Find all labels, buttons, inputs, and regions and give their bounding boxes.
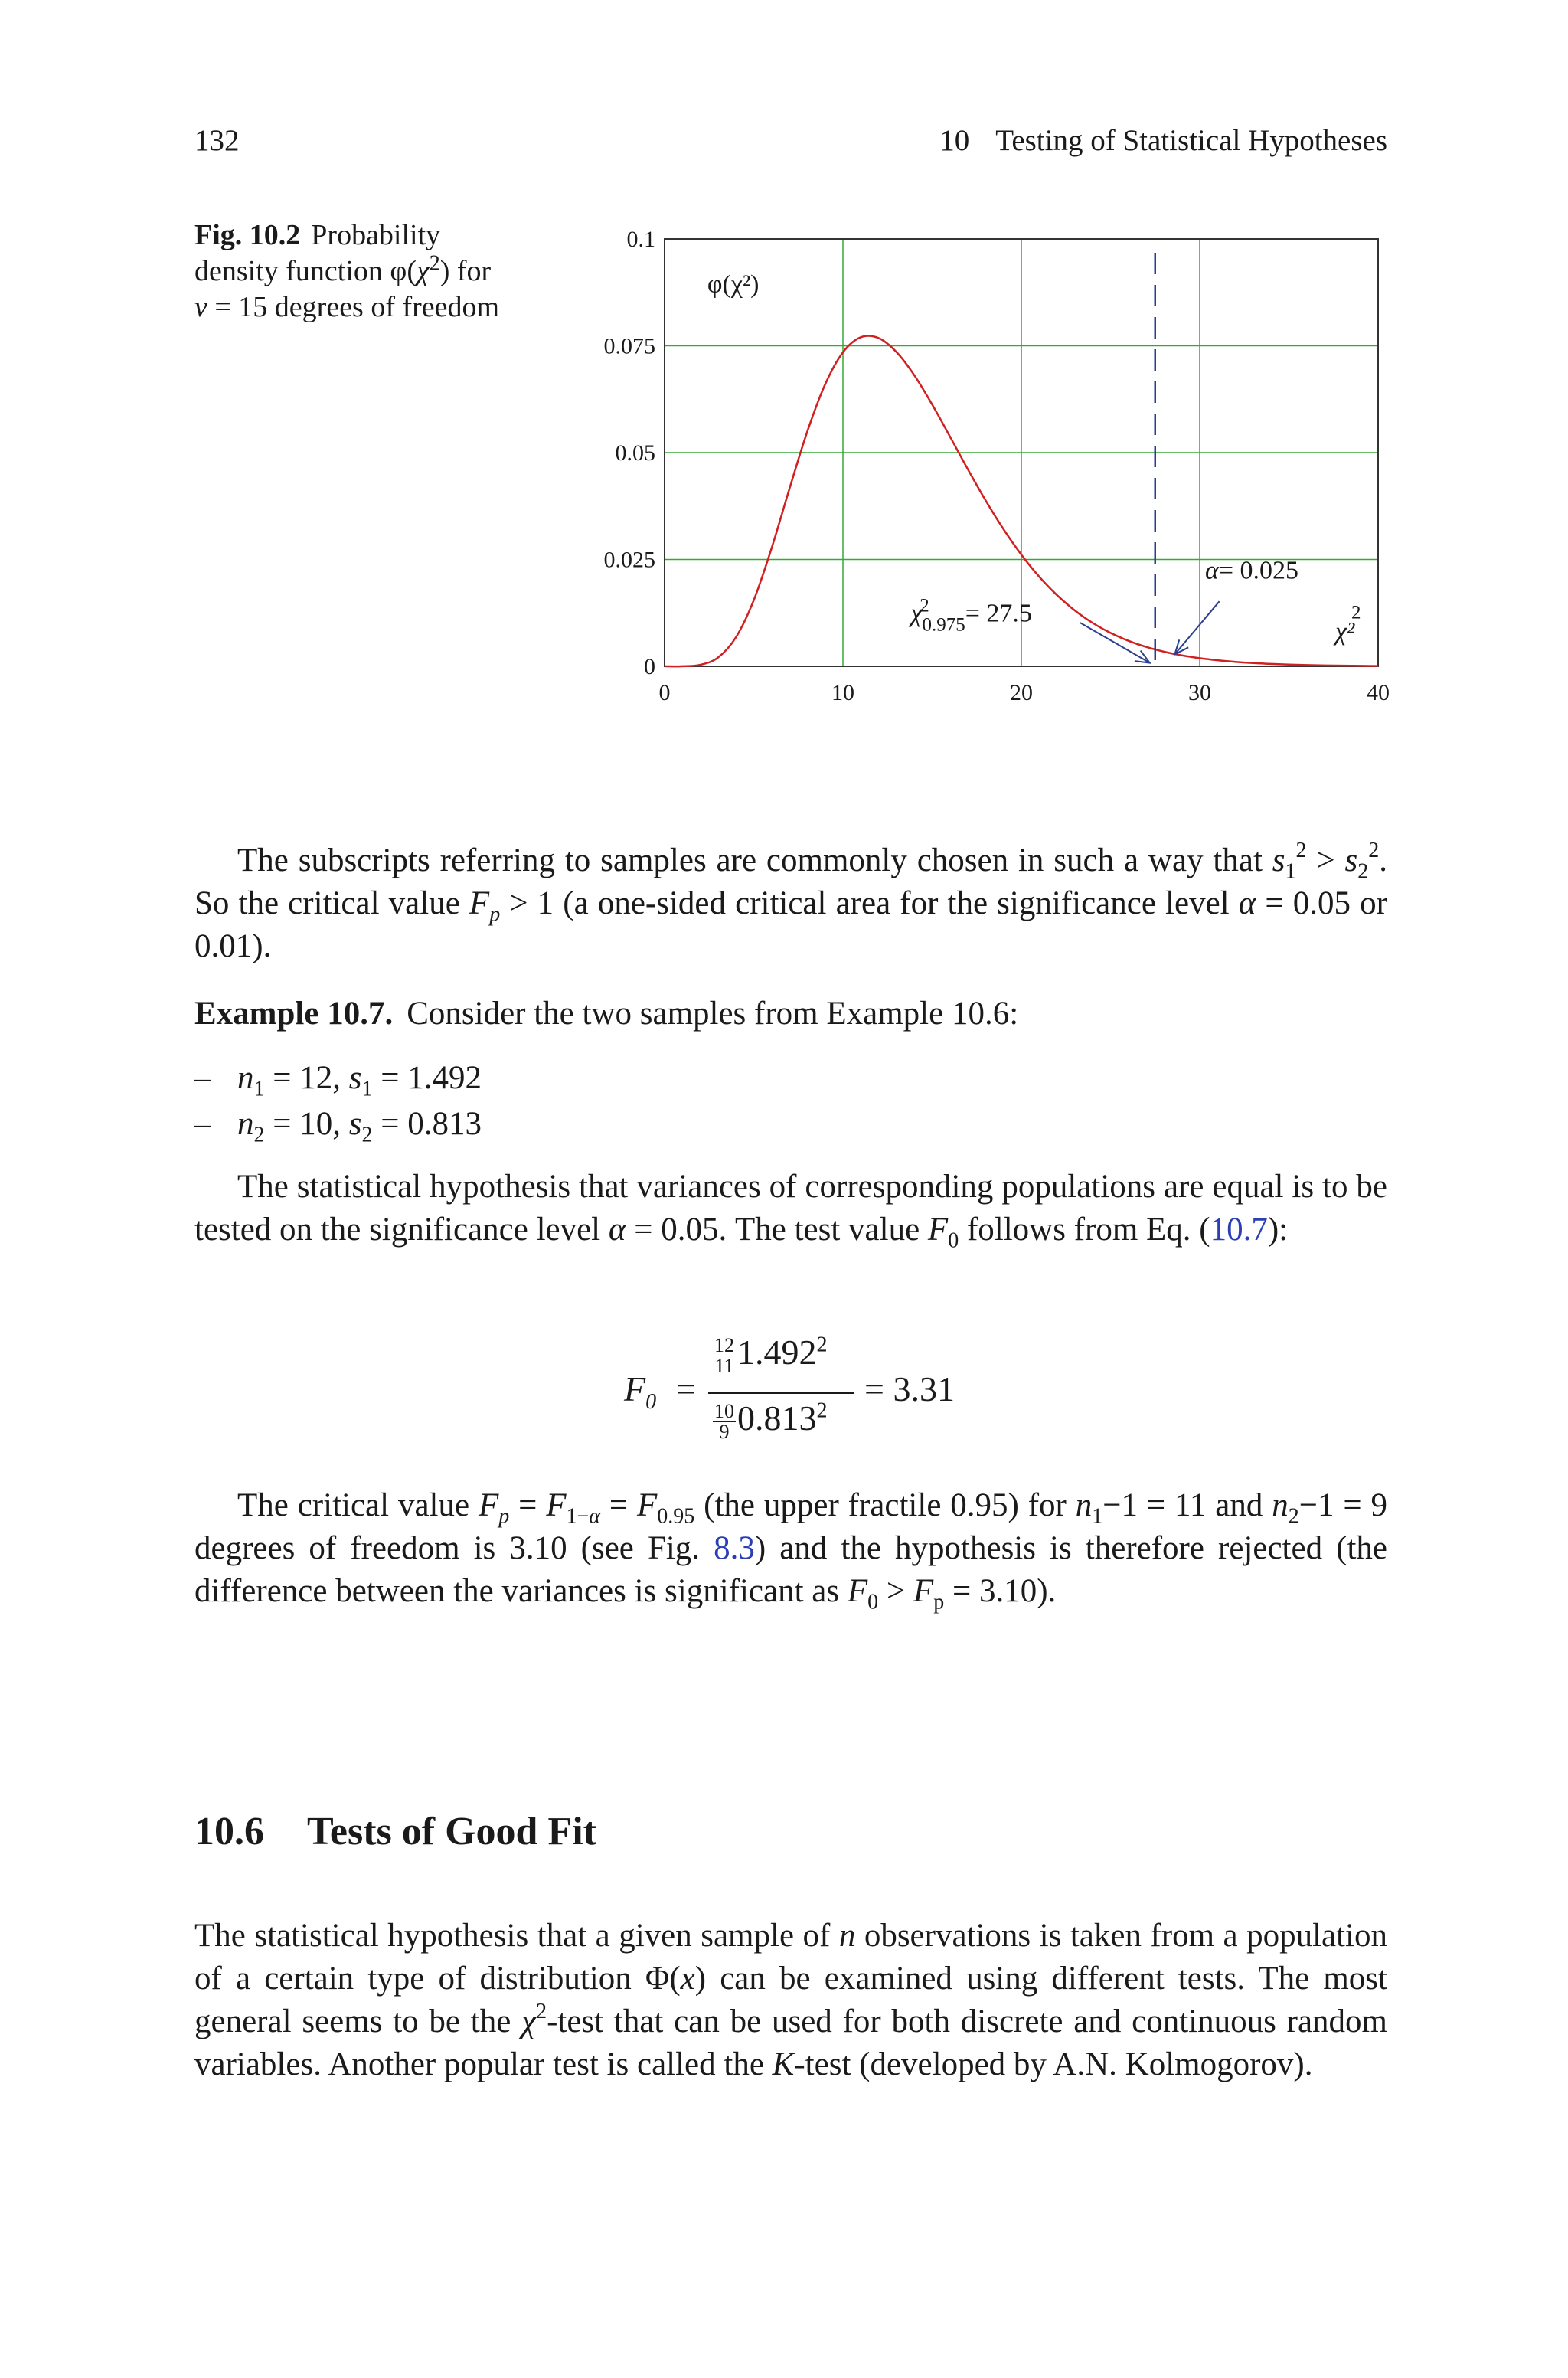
curve-label: φ(χ²): [707, 270, 760, 299]
chapter-number: 10: [939, 124, 970, 157]
alpha-label: α= 0.025: [1204, 556, 1299, 585]
section-title: Tests of Good Fit: [307, 1810, 596, 1853]
f-test-equation: $F_0$ = $\frac{12}{11}$ 1.492$^2$ $\frac{10}{9}$ $0.813^2$ = 3.31: [624, 1333, 955, 1443]
x-axis-ticks: [659, 680, 1390, 705]
x-tick-label: 10: [831, 680, 854, 705]
y-tick-label: 0.05: [615, 440, 655, 466]
figure-caption: Fig. 10.2 Probability density function $\varphi(\chi^2)$ for ν = 15 degrees of freedom: [194, 219, 500, 323]
figure-label: Fig. 10.2: [194, 219, 301, 251]
x-axis-label-superscript: 2: [1351, 602, 1361, 623]
section-number: 10.6: [194, 1810, 264, 1853]
figure-reference-link[interactable]: 8.3: [714, 1530, 755, 1566]
list-item: – $n_2 = 10$, $s_2 = 0.813$: [194, 1106, 482, 1147]
page-number: 132: [194, 124, 240, 157]
sample-list: [194, 1055, 482, 1147]
paragraph-good-fit: The statistical hypothesis that a given sample of n observations is taken from a population of a certain type of distribution Φ(x) can be examined using different tests. The most general seems to be the $\chi^2$-test that can be used for both discrete and continuous random variables. Another popular test is called the K-test (developed by A.N. Kolmogorov).: [194, 1918, 1388, 2082]
list-item: – $n_1 = 12$, $s_1 = 1.492$: [194, 1060, 482, 1101]
x-tick-label: 20: [1010, 680, 1033, 705]
annotation-arrow: [1080, 623, 1150, 662]
paragraph-subscripts: The subscripts referring to samples are commonly chosen in such a way that $s_1^2 > s_2^2$. So the critical value $F_p > 1$ (a one-sided critical area for the significance level α = 0.05 or 0.01).: [194, 839, 1387, 964]
paragraph-hypothesis: The statistical hypothesis that variances of corresponding populations are equal is to be tested on the significance level α = 0.05. The test value $F_0$ follows from Eq. (10.7):: [194, 1169, 1387, 1253]
x-tick-label: 30: [1188, 680, 1211, 705]
critical-value-superscript: 2: [920, 595, 929, 617]
chi-square-density-chart: [582, 222, 1393, 712]
x-tick-label: 0: [658, 680, 671, 705]
example-label: Example 10.7.: [194, 996, 394, 1032]
y-tick-label: 0.075: [603, 333, 655, 359]
critical-value-label: $\chi_{0.975}= 27.5$: [910, 599, 1032, 636]
arrow-head: [1135, 651, 1150, 663]
running-title: [939, 123, 1387, 159]
x-tick-label: 40: [1367, 680, 1390, 705]
annotation-arrow: [1174, 601, 1219, 654]
chapter-title: Testing of Statistical Hypotheses: [995, 124, 1387, 157]
example-heading: Example 10.7. Consider the two samples from Example 10.6:: [194, 996, 1019, 1032]
y-axis-ticks: [604, 227, 656, 679]
x-axis-label: χ²: [1335, 617, 1355, 646]
paragraph-critical-value: The critical value $F_p = F_{1-\alpha} = F_{0.95}$ (the upper fractile 0.95) for $n_1-1 = 11$ and $n_2-1 = 9$ degrees of freedom is 3.10 (see Fig. 8.3) and the hypothesis is therefore rejected (the difference between the variances is significant as $F_0 > F_p = 3.10$).: [194, 1487, 1387, 1614]
y-tick-label: 0.025: [603, 547, 655, 573]
annotation-arrows: [1080, 601, 1220, 662]
equation-reference-link[interactable]: 10.7: [1210, 1212, 1268, 1248]
y-tick-label: 0.1: [626, 227, 655, 252]
section-heading: [194, 1807, 596, 1856]
y-tick-label: 0: [644, 654, 655, 679]
